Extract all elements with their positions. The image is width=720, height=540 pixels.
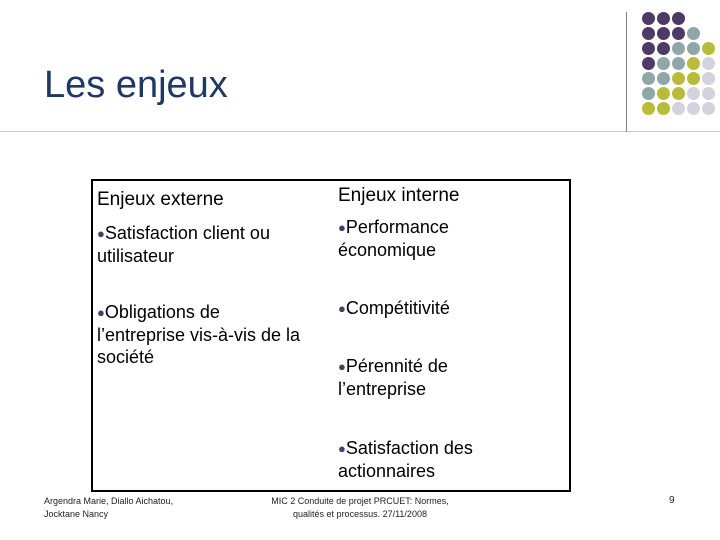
dot (672, 102, 685, 115)
footer-course-line: qualités et processus. 27/11/2008 (293, 509, 427, 519)
dot (642, 27, 655, 40)
list-item (338, 355, 568, 400)
dot (657, 87, 670, 100)
dot (672, 12, 685, 25)
list-item-text: Obligations de (104, 302, 220, 322)
footer-authors-line: Jocktane Nancy (44, 509, 109, 519)
dot (702, 42, 715, 55)
list-item-text: actionnaires (338, 461, 436, 481)
dot (657, 12, 670, 25)
dot (687, 42, 700, 55)
dot (687, 27, 700, 40)
external-issues-header: Enjeux externe (97, 189, 224, 210)
list-item-text: économique (338, 240, 437, 260)
dot (672, 57, 685, 70)
list-item-text: utilisateur (97, 246, 175, 266)
dot (672, 87, 685, 100)
dot (687, 102, 700, 115)
dot (702, 57, 715, 70)
list-item-text: l’entreprise (338, 379, 427, 399)
dot (642, 102, 655, 115)
dot (657, 42, 670, 55)
dot (642, 12, 655, 25)
list-item (338, 297, 568, 320)
footer-authors-line: Argendra Marie, Diallo Aichatou, (44, 496, 174, 506)
list-item-text: société (97, 347, 155, 367)
dot (657, 102, 670, 115)
list-item (97, 222, 333, 267)
list-item (338, 216, 568, 261)
dot (687, 87, 700, 100)
list-item (338, 437, 568, 482)
list-item-text: Pérennité de (345, 356, 448, 376)
dot (687, 72, 700, 85)
dot (702, 72, 715, 85)
footer-authors (44, 495, 173, 521)
dot (657, 27, 670, 40)
dot (642, 72, 655, 85)
dot (657, 72, 670, 85)
page-number: 9 (669, 495, 675, 506)
bullet-icon: ● (338, 301, 346, 316)
dot (687, 57, 700, 70)
bullet-icon: ● (97, 226, 105, 241)
decorative-dot-grid (640, 12, 720, 122)
dot (672, 72, 685, 85)
dot (702, 87, 715, 100)
bullet-icon: ● (338, 220, 346, 235)
bullet-icon: ● (97, 305, 105, 320)
list-item (97, 301, 337, 368)
bullet-icon: ● (338, 441, 346, 456)
list-item-text: Satisfaction des (345, 438, 473, 458)
list-item-text: Satisfaction client ou (104, 223, 270, 243)
list-item-text: Performance (345, 217, 449, 237)
dot (657, 57, 670, 70)
dot (702, 102, 715, 115)
issues-table (91, 179, 571, 492)
dot (642, 57, 655, 70)
dot (672, 27, 685, 40)
list-item-text: Compétitivité (345, 298, 450, 318)
dot (642, 87, 655, 100)
slide-title: Les enjeux (44, 64, 228, 106)
dot (672, 42, 685, 55)
bullet-icon: ● (338, 359, 346, 374)
list-item-text: l’entreprise vis-à-vis de la (97, 325, 301, 345)
dot (642, 42, 655, 55)
footer-course (250, 495, 470, 521)
vertical-divider (626, 12, 627, 132)
title-divider (0, 131, 720, 132)
footer-course-line: MIC 2 Conduite de projet PRCUET: Normes, (271, 496, 449, 506)
internal-issues-header: Enjeux interne (338, 185, 460, 206)
